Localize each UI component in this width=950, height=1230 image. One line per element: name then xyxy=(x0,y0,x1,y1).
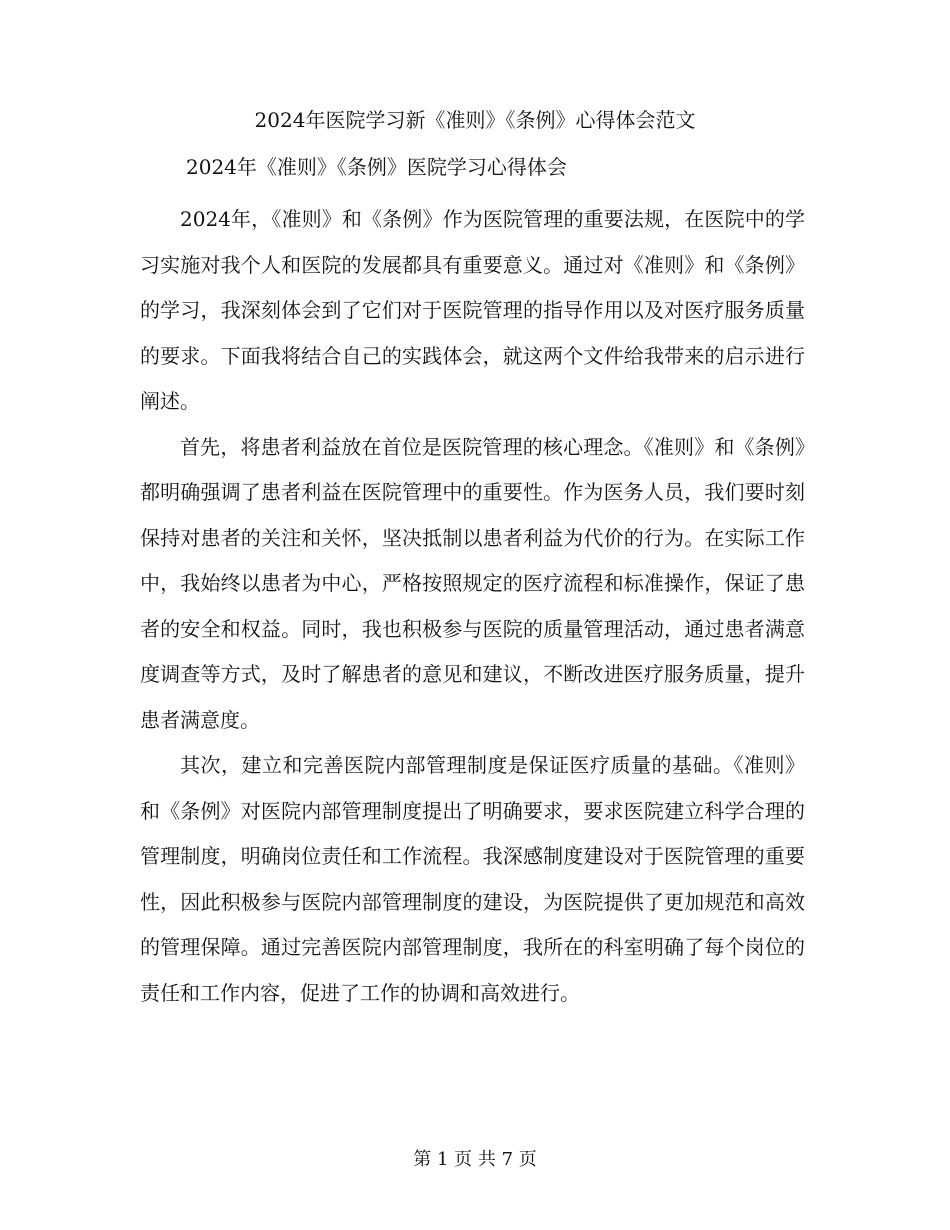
paragraph-3: 其次，建立和完善医院内部管理制度是保证医疗质量的基础。《准则》和《条例》对医院内部管理制度提出了明确要求，要求医院建立科学合理的管理制度，明确岗位责任和工作流程。我深感制度建设对于医院管理的重要性，因此积极参与医院内部管理制度的建设，为医院提供了更加规范和高效的管理保障。通过完善医院内部管理制度，我所在的科室明确了每个岗位的责任和工作内容，促进了工作的协调和高效进行。 xyxy=(140,753,805,1005)
paragraph-2: 首先，将患者利益放在首位是医院管理的核心理念。《准则》和《条例》都明确强调了患者利益在医院管理中的重要性。作为医务人员，我们要时刻保持对患者的关注和关怀，坚决抵制以患者利益为代价的行为。在实际工作中，我始终以患者为中心，严格按照规定的医疗流程和标准操作，保证了患者的安全和权益。同时，我也积极参与医院的质量管理活动，通过患者满意度调查等方式，及时了解患者的意见和建议，不断改进医疗服务质量，提升患者满意度。 xyxy=(140,434,805,732)
document-title: 2024年医院学习新《准则》《条例》心得体会范文 xyxy=(254,108,696,132)
document-subtitle: 2024年《准则》《条例》医院学习心得体会 xyxy=(186,155,567,179)
document-body xyxy=(140,197,805,1016)
paragraph-1: 2024年，《准则》和《条例》作为医院管理的重要法规，在医院中的学习实施对我个人和医院的发展都具有重要意义。通过对《准则》和《条例》的学习，我深刻体会到了它们对于医院管理的指导作用以及对医疗服务质量的要求。下面我将结合自己的实践体会，就这两个文件给我带来的启示进行阐述。 xyxy=(140,207,805,413)
page-number: 第 1 页 共 7 页 xyxy=(413,1149,537,1170)
